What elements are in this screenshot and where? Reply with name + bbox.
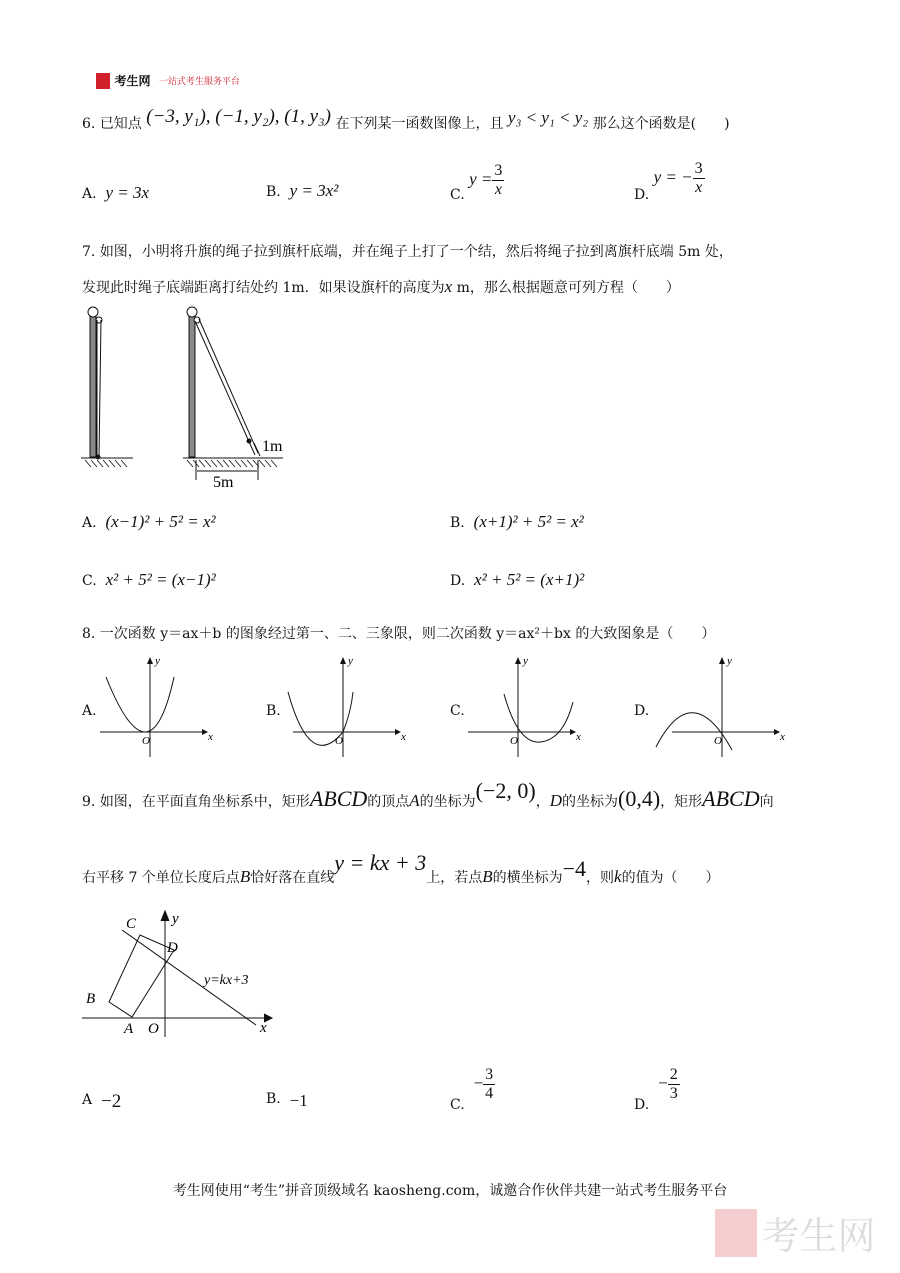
label-o: O: [148, 1021, 159, 1037]
option-label: D.: [450, 573, 466, 589]
label-x: x: [780, 731, 785, 743]
watermark-brand: 考生网: [761, 1214, 876, 1258]
q9-option-b[interactable]: [266, 1088, 308, 1108]
math-line: y = kx + 3: [334, 850, 427, 875]
label-o: O: [510, 735, 518, 747]
logo-mark-icon: [96, 73, 110, 89]
label-x: x: [401, 731, 406, 743]
option-label: C.: [450, 186, 465, 203]
fraction-num: 3: [485, 1066, 494, 1083]
question-9-line2: [82, 850, 720, 888]
math-a: A: [409, 791, 420, 810]
q-text: 在下列某一函数图像上，且: [335, 116, 504, 132]
header-slogan: 一站式考生服务平台: [158, 77, 240, 87]
q7-option-c[interactable]: [82, 570, 216, 590]
label-x: x: [576, 731, 581, 743]
q8-graph-c: [438, 652, 608, 762]
option-expr: −1: [289, 1091, 308, 1110]
option-sign: −: [473, 1073, 484, 1093]
q-number: 6.: [82, 116, 96, 132]
q8-graph-a: [70, 652, 240, 762]
label-o: O: [335, 735, 343, 747]
q8-option-b-label[interactable]: B.: [266, 703, 281, 719]
q-text: 恰好落在直线: [250, 870, 335, 886]
option-expr: (x−1)² + 5² = x²: [105, 512, 216, 531]
fraction-den: x: [494, 181, 502, 198]
option-label: D.: [634, 186, 650, 203]
q-text: 如图，在平面直角坐标系中，矩形: [99, 794, 310, 810]
label-x: x: [208, 731, 213, 743]
q8-graph-b: [263, 652, 433, 762]
rectangle-figure: [80, 905, 280, 1040]
label-d: D: [167, 940, 178, 956]
graph-stroke: [515, 657, 521, 664]
footer-text: 考生网使用“考生”拼音顶级域名 kaosheng.com，诚邀合作伙伴共建一站式考生服务平台: [172, 1183, 728, 1199]
q9-option-d[interactable]: [634, 1066, 680, 1113]
fraction-den: x: [695, 179, 703, 196]
option-label: D.: [634, 1096, 650, 1113]
label-y: y: [172, 911, 179, 927]
option-label: B.: [266, 1091, 281, 1107]
q-text: 的坐标为: [419, 794, 476, 810]
logo-brand: 考生网: [114, 74, 151, 88]
math-inequality: y₃ < y₁ < y₂: [507, 108, 589, 127]
q7-option-d[interactable]: [450, 570, 584, 590]
label-y: y: [348, 655, 353, 667]
label-a: A: [124, 1021, 134, 1037]
option-expr: −2: [101, 1091, 122, 1112]
watermark-mark-icon: [715, 1209, 757, 1257]
q-text: 那么这个函数是( ): [592, 116, 730, 132]
q9-option-a[interactable]: [82, 1088, 121, 1110]
option-expr: x² + 5² = (x+1)²: [474, 570, 585, 589]
option-label: C.: [450, 1096, 465, 1113]
math-points: (−3, y₁), (−1, y₂), (1, y₃): [146, 106, 331, 127]
q-text: 发现此时绳子底端距离打结处约 1m．如果设旗杆的高度为: [82, 280, 445, 296]
q6-option-c[interactable]: [450, 162, 504, 203]
question-7-line1: [82, 241, 733, 261]
graph-stroke: [147, 657, 153, 664]
q-text: 的值为（ ）: [621, 870, 720, 886]
q-text: 如图，小明将升旗的绳子拉到旗杆底端，并在绳子上打了一个结，然后将绳子拉到离旗杆底端 5m 处，: [99, 244, 733, 260]
math-b: B: [239, 867, 251, 886]
q-text: m，那么根据题意可列方程（ ）: [452, 280, 680, 296]
q-text: 右平移 7 个单位长度后点: [82, 870, 240, 886]
header-logo: [96, 72, 240, 89]
option-sign: −: [658, 1073, 668, 1093]
option-expr: (x+1)² + 5² = x²: [473, 512, 584, 531]
option-label: B.: [266, 184, 281, 200]
q-text: 的顶点: [367, 794, 410, 810]
option-label: A.: [82, 515, 97, 531]
q6-option-d[interactable]: [634, 160, 705, 203]
graph-stroke: [106, 677, 174, 732]
q-text: 的横坐标为: [492, 870, 563, 886]
label-c: C: [126, 916, 137, 932]
q-number: 8.: [82, 626, 96, 642]
q8-option-c-label[interactable]: C.: [450, 703, 465, 719]
option-label: A.: [82, 186, 97, 202]
q6-option-a[interactable]: [82, 183, 149, 203]
flagpole-figure: [75, 300, 315, 495]
question-6: [82, 106, 730, 134]
q-number: 7.: [82, 244, 96, 260]
q-text: ，则: [586, 870, 615, 886]
q6-option-b[interactable]: [266, 181, 338, 201]
fraction-den: 4: [485, 1085, 494, 1102]
math-abcd: ABCD: [309, 786, 368, 811]
math-bx: −4: [562, 856, 587, 881]
option-expr: y =: [469, 169, 493, 189]
q-text: 向: [759, 794, 774, 810]
label-y: y: [155, 655, 160, 667]
q-text: 上，若点: [426, 870, 483, 886]
math-d: D: [549, 791, 562, 810]
option-label: B.: [450, 515, 465, 531]
q7-option-a[interactable]: [82, 512, 216, 532]
label-1m: 1m: [262, 438, 283, 455]
math-b: B: [482, 867, 493, 886]
graph-stroke: [340, 657, 346, 664]
question-8: [82, 623, 715, 643]
q7-option-b[interactable]: [450, 512, 584, 532]
q-text: 一次函数 y＝ax＋b 的图象经过第一、二、三象限，则二次函数 y＝ax²＋bx 的大致图象是（ ）: [99, 626, 716, 642]
label-5m: 5m: [213, 474, 234, 491]
option-expr: y = 3x²: [289, 181, 339, 200]
q-text: 已知点: [99, 116, 142, 132]
math-k: k: [614, 867, 622, 886]
q8-option-d-label[interactable]: D.: [634, 703, 650, 719]
q-number: 9.: [82, 794, 96, 810]
fraction-num: 2: [669, 1066, 678, 1083]
label-line: y=kx+3: [204, 973, 249, 988]
math-d-coord: (0,4): [618, 786, 661, 811]
fraction-den: 3: [669, 1085, 678, 1102]
q8-graph-d: [642, 652, 812, 762]
q9-option-c[interactable]: [450, 1066, 495, 1113]
math-var: x: [444, 277, 453, 296]
math-abcd: ABCD: [702, 786, 760, 811]
q8-option-a-label[interactable]: A.: [82, 703, 97, 719]
option-expr: y = −: [653, 167, 693, 187]
option-label: A: [82, 1092, 93, 1108]
question-7-line2: [82, 277, 680, 297]
fraction-num: 3: [494, 162, 503, 179]
fraction-num: 3: [694, 160, 703, 177]
watermark-logo: [715, 1205, 875, 1260]
label-x: x: [260, 1020, 267, 1036]
label-y: y: [523, 655, 528, 667]
option-expr: y = 3x: [105, 183, 150, 202]
q-text: ，: [535, 794, 550, 810]
question-9-line1: [82, 778, 774, 812]
label-y: y: [727, 655, 732, 667]
option-label: C.: [82, 573, 97, 589]
q-text: 的坐标为: [562, 794, 618, 810]
option-expr: x² + 5² = (x−1)²: [105, 570, 216, 589]
label-b: B: [86, 991, 96, 1007]
math-a-coord: (−2, 0): [475, 778, 536, 803]
graph-stroke: [719, 657, 725, 664]
label-o: O: [714, 735, 722, 747]
label-o: O: [142, 735, 150, 747]
q-text: ，矩形: [660, 794, 703, 810]
